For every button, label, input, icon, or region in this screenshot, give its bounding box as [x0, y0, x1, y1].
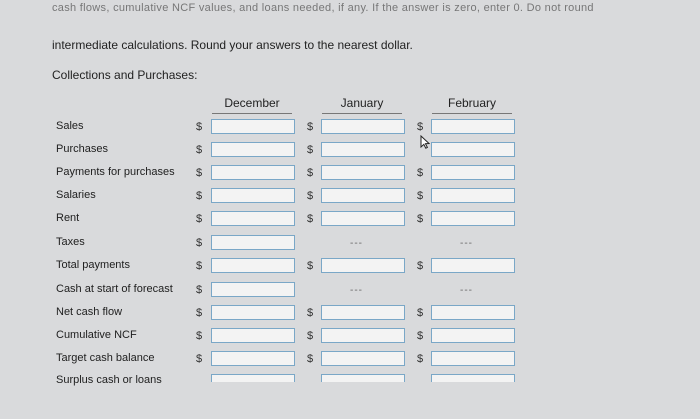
input-net-cash-flow-december[interactable] — [211, 305, 295, 320]
dollar-sign: $ — [196, 213, 203, 225]
input-target-cash-january[interactable] — [321, 351, 405, 366]
dollar-sign: $ — [417, 213, 424, 225]
dollar-sign: $ — [307, 353, 314, 365]
input-cumulative-ncf-february[interactable] — [431, 328, 515, 343]
input-purchases-february[interactable] — [431, 142, 515, 157]
column-header-february — [427, 96, 517, 114]
dollar-sign: $ — [417, 260, 424, 272]
section-title: Collections and Purchases: — [52, 68, 198, 82]
instruction-text: intermediate calculations. Round your answers to the nearest dollar. — [52, 38, 413, 52]
row-label-sales: Sales — [56, 120, 84, 132]
dollar-sign: $ — [307, 121, 314, 133]
input-total-payments-february[interactable] — [431, 258, 515, 273]
dollar-sign: $ — [307, 307, 314, 319]
dollar-sign: $ — [307, 330, 314, 342]
row-label-payments-for-purchases: Payments for purchases — [56, 166, 175, 178]
dollar-sign: $ — [196, 144, 203, 156]
row-label-net-cash-flow: Net cash flow — [56, 306, 123, 318]
dollar-sign: $ — [196, 190, 203, 202]
input-payments-december[interactable] — [211, 165, 295, 180]
input-cumulative-ncf-january[interactable] — [321, 328, 405, 343]
column-header-january — [317, 96, 407, 114]
dollar-sign: $ — [196, 330, 203, 342]
column-header-december — [207, 96, 297, 114]
input-surplus-february[interactable] — [431, 374, 515, 382]
row-label-target-cash-balance: Target cash balance — [56, 352, 155, 364]
dollar-sign: $ — [196, 260, 203, 272]
input-surplus-december[interactable] — [211, 374, 295, 382]
dollar-sign: $ — [196, 353, 203, 365]
input-purchases-january[interactable] — [321, 142, 405, 157]
dollar-sign: $ — [196, 307, 203, 319]
input-salaries-february[interactable] — [431, 188, 515, 203]
mouse-pointer-icon — [420, 135, 430, 149]
dollar-sign: $ — [417, 307, 424, 319]
input-net-cash-flow-january[interactable] — [321, 305, 405, 320]
column-header-label: December — [224, 96, 280, 110]
dollar-sign: $ — [417, 121, 424, 133]
dash-cash-start-february: --- — [460, 285, 473, 296]
dash-cash-start-january: --- — [350, 285, 363, 296]
dollar-sign: $ — [307, 167, 314, 179]
input-salaries-january[interactable] — [321, 188, 405, 203]
dollar-sign: $ — [307, 260, 314, 272]
row-label-purchases: Purchases — [56, 143, 108, 155]
input-sales-january[interactable] — [321, 119, 405, 134]
dash-taxes-february: --- — [460, 238, 473, 249]
column-header-label: February — [447, 96, 497, 110]
dollar-sign: $ — [417, 167, 424, 179]
instruction-truncated: cash flows, cumulative NCF values, and loans needed, if any. If the answer is zero, enter 0. Do not round — [52, 2, 594, 14]
row-label-surplus-cash-or-loans: Surplus cash or loans — [56, 374, 162, 386]
input-cash-start-december[interactable] — [211, 282, 295, 297]
input-purchases-december[interactable] — [211, 142, 295, 157]
dollar-sign: $ — [196, 284, 203, 296]
input-cumulative-ncf-december[interactable] — [211, 328, 295, 343]
row-label-rent: Rent — [56, 212, 80, 224]
input-rent-december[interactable] — [211, 211, 295, 226]
input-payments-february[interactable] — [431, 165, 515, 180]
input-total-payments-january[interactable] — [321, 258, 405, 273]
input-total-payments-december[interactable] — [211, 258, 295, 273]
row-label-cash-at-start: Cash at start of forecast — [56, 283, 173, 295]
input-sales-december[interactable] — [211, 119, 295, 134]
row-label-cumulative-ncf: Cumulative NCF — [56, 329, 137, 341]
row-label-taxes: Taxes — [56, 236, 85, 248]
column-header-label: January — [340, 96, 384, 110]
dollar-sign: $ — [307, 190, 314, 202]
input-surplus-january[interactable] — [321, 374, 405, 382]
input-target-cash-february[interactable] — [431, 351, 515, 366]
dollar-sign: $ — [196, 121, 203, 133]
dollar-sign: $ — [417, 190, 424, 202]
dollar-sign: $ — [307, 213, 314, 225]
dash-taxes-january: --- — [350, 238, 363, 249]
input-target-cash-december[interactable] — [211, 351, 295, 366]
input-taxes-december[interactable] — [211, 235, 295, 250]
dollar-sign: $ — [417, 330, 424, 342]
input-rent-february[interactable] — [431, 211, 515, 226]
row-label-salaries: Salaries — [56, 189, 96, 201]
input-payments-january[interactable] — [321, 165, 405, 180]
dollar-sign: $ — [417, 353, 424, 365]
row-label-total-payments: Total payments — [56, 259, 130, 271]
input-rent-january[interactable] — [321, 211, 405, 226]
dollar-sign: $ — [196, 167, 203, 179]
dollar-sign: $ — [196, 237, 203, 249]
dollar-sign: $ — [307, 144, 314, 156]
input-salaries-december[interactable] — [211, 188, 295, 203]
input-net-cash-flow-february[interactable] — [431, 305, 515, 320]
input-sales-february[interactable] — [431, 119, 515, 134]
